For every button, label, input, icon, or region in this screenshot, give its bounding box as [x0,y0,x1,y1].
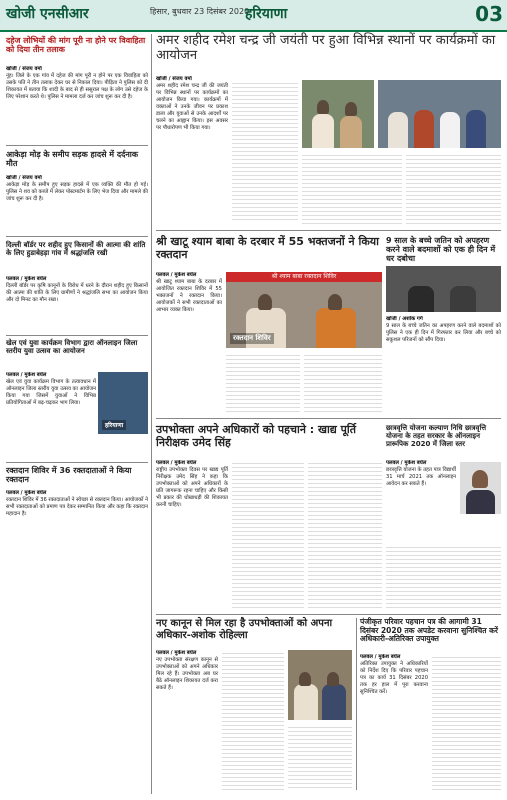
scholarship-column-text [386,544,501,610]
youth-festival-photo [98,372,148,434]
lead-photo-1 [302,80,374,148]
masthead [0,0,507,32]
scholarship-body [386,460,456,540]
section-title: हरियाणा [245,6,288,22]
story2-byline: खोजी / संजय वर्मा [6,175,42,181]
newlaw-headline: नए कानून से मिल रहा है उपभोक्ताओं को अपना अधिकार-अशोक रोहिल्ला [156,618,333,641]
upbhokta-headline: उपभोक्ता अपने अधिकारों को पहचाने : खाद्य पूर्ति निरीक्षक उमेद सिंह [156,423,356,449]
story4-byline: पलवल / मुकेश बघेल [6,372,47,378]
divider [6,335,148,336]
khatu-headline: श्री खाटू श्याम बाबा के दरबार में 55 भक्तजनों ने किया रक्तदान [156,235,380,261]
story3-body [6,276,148,332]
photo-badge: हरियाणा [102,420,126,430]
story5-headline: रक्तदान शिविर में 36 रक्तदाताओं ने किया रक्तदान [6,466,132,485]
column-divider [356,618,357,790]
story5-byline: पलवल / मुकेश बघेल [6,490,47,496]
column-divider [151,34,152,794]
upbhokta-column-text [308,460,382,610]
page-number: 03 [475,2,503,26]
upbhokta-body [156,460,228,610]
fasal-text: अतिरिक्त उपायुक्त ने अधिकारियों को निर्देश दिए कि परिवार पहचान पत्र का कार्य 31 दिसंबर 2020 तक हर हाल में पूरा करवाना सुनिश्चित करें। [360,661,428,695]
dateline: हिसार, बुधवार 23 दिसंबर 2020 [150,7,250,16]
story4-headline: खेल एवं युवा कार्यक्रम विभाग द्वारा ऑनलाइन जिला स्तरीय युवा उत्सव का आयोजन [6,339,138,356]
divider [6,145,148,146]
lead-column-text [302,152,402,224]
story2-text: आकेड़ा मोड़ के समीप हुए सड़क हादसे में एक व्यक्ति की मौत हो गई। पुलिस ने शव को कब्जे में लेकर पोस्टमार्टम के लिए भेज दिया और मामले की जांच शुरू कर दी है। [6,182,148,202]
fasal-column-text [432,654,501,790]
lead-column-text [232,80,298,220]
lead-byline: खोजी / संजय वर्मा [156,76,192,82]
scholarship-byline: पलवल / मुकेश बघेल [386,460,427,466]
newlaw-body [156,650,218,790]
missing-byline: खोजी / अशोक गर्ग [386,316,423,322]
newlaw-column-text [222,650,284,790]
story5-body [6,490,148,790]
divider [6,236,148,237]
upbhokta-column-text [232,460,304,610]
photo-banner: श्री श्याम बाबा रक्तदान शिविर [226,272,382,282]
khatu-text: श्री खाटू श्याम बाबा के दरबार में आयोजित रक्तदान शिविर में 55 भक्तजनों ने रक्तदान किया। आयोजकों ने सभी रक्तदाताओं का आभार व्यक्त किया। [156,279,222,313]
missing-headline: 9 साल के बच्चे जतिन को अपहरण करने वाले बदमाशों को एक ही दिन में धर दबोचा [386,236,496,264]
story3-byline: पलवल / मुकेश बघेल [6,276,47,282]
story5-text: रक्तदान शिविर में 36 रक्तदाताओं ने स्वेच्छा से रक्तदान किया। आयोजकों ने सभी रक्तदाताओं को प्रमाण पत्र देकर सम्मानित किया और कहा कि रक्तदान महादान है। [6,497,148,517]
newlaw-byline: पलवल / मुकेश बघेल [156,650,197,656]
newlaw-column-text [288,724,352,790]
divider [156,418,501,419]
story1-text: नूंह। जिले के एक गांव में दहेज की मांग पूरी न होने पर एक विवाहिता को उसके पति ने तीन तलाक देकर घर से निकाल दिया। पीड़िता ने पुलिस को दी शिकायत में बताया कि शादी के बाद से ही ससुराल पक्ष के लोग उसे दहेज के लिए परेशान करते थे। पुलिस ने मामला दर्ज कर जांच शुरू कर दी है। [6,73,148,100]
scholarship-headline: छात्रवृत्ति योजना कल्याण निधि छात्रवृत्ति योजना के तहत सरकार के ऑनलाइन प्रारूपिक 2020 में जिला स्तर [386,424,487,449]
upbhokta-text: राष्ट्रीय उपभोक्ता दिवस पर खाद्य पूर्ति निरीक्षक उमेद सिंह ने कहा कि उपभोक्ताओं को अपने अधिकारों के प्रति जागरूक रहना चाहिए और किसी भी प्रकार की धोखाधड़ी की शिकायत करनी चाहिए। [156,467,228,508]
divider [6,462,148,463]
scholarship-text: छात्रवृत्ति योजना के तहत पात्र विद्यार्थी 31 मार्च 2021 तक ऑनलाइन आवेदन कर सकते हैं। [386,467,456,487]
lead-column-text [406,152,501,224]
newlaw-text: नए उपभोक्ता संरक्षण कानून से उपभोक्ताओं को अपने अधिकार मिल रहे हैं। उपभोक्ता अब घर बैठे ऑनलाइन शिकायत दर्ज करा सकते हैं। [156,657,218,691]
newlaw-photo [288,650,352,720]
missing-body [386,316,501,414]
story4-body [6,372,96,457]
lead-headline: अमर शहीद रमेश चन्द्र जी जयंती पर हुआ विभिन्न स्थानों पर कार्यक्रमों का आयोजन [156,33,496,63]
khatu-column-text [304,352,382,412]
official-portrait [460,462,501,514]
photo-caption: रक्तदान शिविर [230,333,274,344]
fasal-byline: पलवल / मुकेश बघेल [360,654,401,660]
divider [156,614,501,615]
story3-headline: दिल्ली बॉर्डर पर शहीद हुए किसानों की आत्मा की शांति के लिए हुडाबेहड़ा गांव में श्रद्धांजलि रखी [6,241,146,258]
khatu-column-text [226,352,300,412]
lead-photo-2 [378,80,501,148]
lead-text: अमर शहीद रमेश चन्द्र जी की जयंती पर विभिन्न स्थानों पर कार्यक्रमों का आयोजन किया गया। कार्यक्रमों में वक्ताओं ने उनके जीवन पर प्रकाश डाला और युवाओं से उनके आदर्शों पर चलने का आह्वान किया। इस अवसर पर पौधारोपण भी किया गया। [156,83,228,131]
fasal-headline: पंजीकृत परिवार पहचान पत्र की आगामी 31 दिसंबर 2020 तक अपडेट करवाना सुनिश्चित करें अधिकारी-अतिरिक्त उपायुक्त [360,617,498,644]
story1-byline: खोजी / संजय वर्मा [6,66,42,72]
story1-body [6,66,148,140]
story2-headline: आकेड़ा मोड़ के समीप सड़क हादसे में दर्दनाक मौत [6,150,138,169]
paper-name: खोजी एनसीआर [6,6,89,22]
missing-photo [386,266,501,312]
khatu-photo [226,272,382,348]
khatu-body [156,272,222,412]
story4-text: खेल एवं युवा कार्यक्रम विभाग के तत्वावधान में ऑनलाइन जिला स्तरीय युवा उत्सव का आयोजन किया गया जिसमें युवाओं ने विभिन्न प्रतियोगिताओं में बढ़-चढ़कर भाग लिया। [6,379,96,406]
khatu-byline: पलवल / मुकेश बघेल [156,272,197,278]
fasal-body [360,654,428,790]
story2-body [6,175,148,231]
lead-body [156,76,228,226]
story3-text: दिल्ली बॉर्डर पर कृषि कानूनों के विरोध में धरने के दौरान शहीद हुए किसानों की आत्मा की शांति के लिए ग्रामीणों ने श्रद्धांजलि सभा का आयोजन किया और दो मिनट का मौन रखा। [6,283,148,303]
missing-text: 9 साल के बच्चे जतिन का अपहरण करने वाले बदमाशों को पुलिस ने एक ही दिन में गिरफ्तार कर लिया और बच्चे को सकुशल परिजनों को सौंप दिया। [386,323,501,343]
story1-headline: दहेज लोभियों की मांग पूरी ना होने पर विवाहिता को दिया तीन तलाक [6,36,146,55]
divider [156,230,501,231]
upbhokta-byline: पलवल / मुकेश बघेल [156,460,197,466]
